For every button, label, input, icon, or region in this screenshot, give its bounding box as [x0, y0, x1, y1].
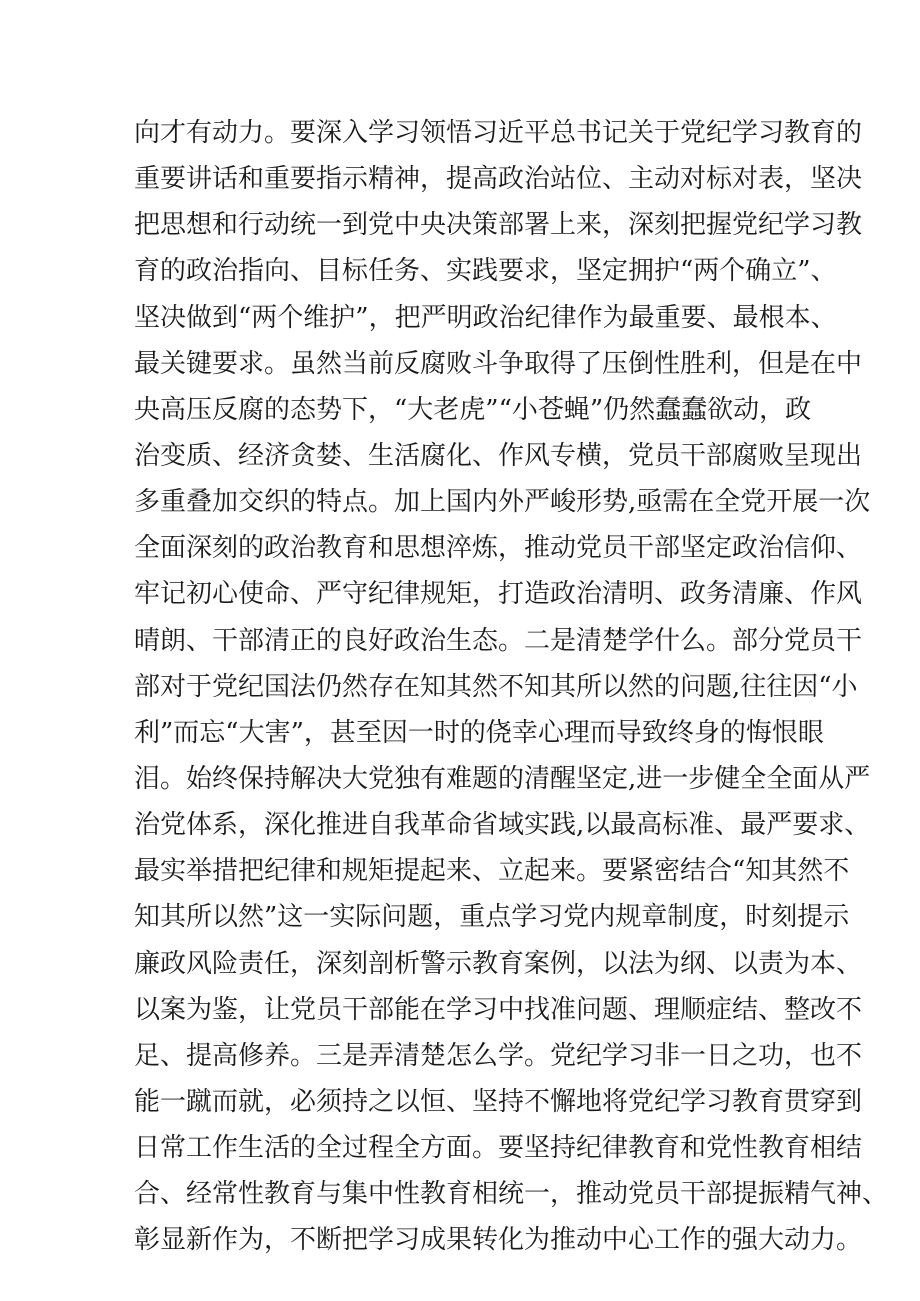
text-line: 以案为鉴，让党员干部能在学习中找准问题、理顺症结、整改不 [134, 994, 863, 1025]
text-line: 育的政治指向、目标任务、实践要求，坚定拥护“两个确立”、 [134, 256, 837, 287]
text-line: 日常工作生活的全过程全方面。要坚持纪律教育和党性教育相结 [134, 1133, 863, 1164]
text-line: 全面深刻的政治教育和思想淬炼，推动党员干部坚定政治信仰、 [134, 533, 863, 564]
text-line: 重要讲话和重要指示精神，提高政治站位、主动对标对表，坚决 [134, 164, 863, 195]
text-line: 晴朗、干部清正的良好政治生态。二是清楚学什么。部分党员干 [134, 625, 863, 656]
body-paragraph [134, 110, 889, 1264]
text-line: 向才有动力。要深入学习领悟习近平总书记关于党纪学习教育的 [134, 118, 863, 148]
text-line: 央高压反腐的态势下，“大老虎”“小苍蝇”仍然蠢蠢欲动，政 [134, 394, 812, 425]
text-line: 把思想和行动统一到党中央决策部署上来，深刻把握党纪学习教 [134, 210, 863, 241]
text-line: 合、经常性教育与集中性教育相统一，推动党员干部提振精气神、 [134, 1179, 889, 1210]
text-line: 廉政风险责任，深刻剖析警示教育案例，以法为纲、以责为本、 [134, 948, 863, 979]
text-line: 足、提高修养。三是弄清楚怎么学。党纪学习非一日之功，也不 [134, 1040, 863, 1071]
text-line: 彰显新作为，不断把学习成果转化为推动中心工作的强大动力。 [134, 1225, 863, 1256]
text-line: 泪。始终保持解决大党独有难题的清醒坚定,进一步健全全面从严 [134, 763, 871, 794]
text-line: 多重叠加交织的特点。加上国内外严峻形势,亟需在全党开展一次 [134, 487, 871, 518]
text-line: 部对于党纪国法仍然存在知其然不知其所以然的问题,往往因“小 [134, 671, 858, 702]
text-line: 牢记初心使命、严守纪律规矩，打造政治清明、政务清廉、作风 [134, 579, 863, 610]
text-line: 最实举措把纪律和规矩提起来、立起来。要紧密结合“知其然不 [134, 856, 850, 887]
text-line: 治党体系，深化推进自我革命省域实践,以最高标准、最严要求、 [134, 810, 871, 841]
text-line: 治变质、经济贪婪、生活腐化、作风专横，党员干部腐败呈现出 [134, 440, 863, 471]
text-line: 利”而忘“大害”，甚至因一时的侥幸心理而导致终身的悔恨眼 [134, 717, 824, 748]
text-line: 最关键要求。虽然当前反腐败斗争取得了压倒性胜利，但是在中 [134, 348, 863, 379]
text-line: 知其所以然”这一实际问题，重点学习党内规章制度，时刻提示 [134, 902, 850, 933]
text-line: 坚决做到“两个维护”，把严明政治纪律作为最重要、最根本、 [134, 302, 837, 333]
text-line: 能一蹴而就，必须持之以恒、坚持不懈地将党纪学习教育贯穿到 [134, 1086, 863, 1117]
